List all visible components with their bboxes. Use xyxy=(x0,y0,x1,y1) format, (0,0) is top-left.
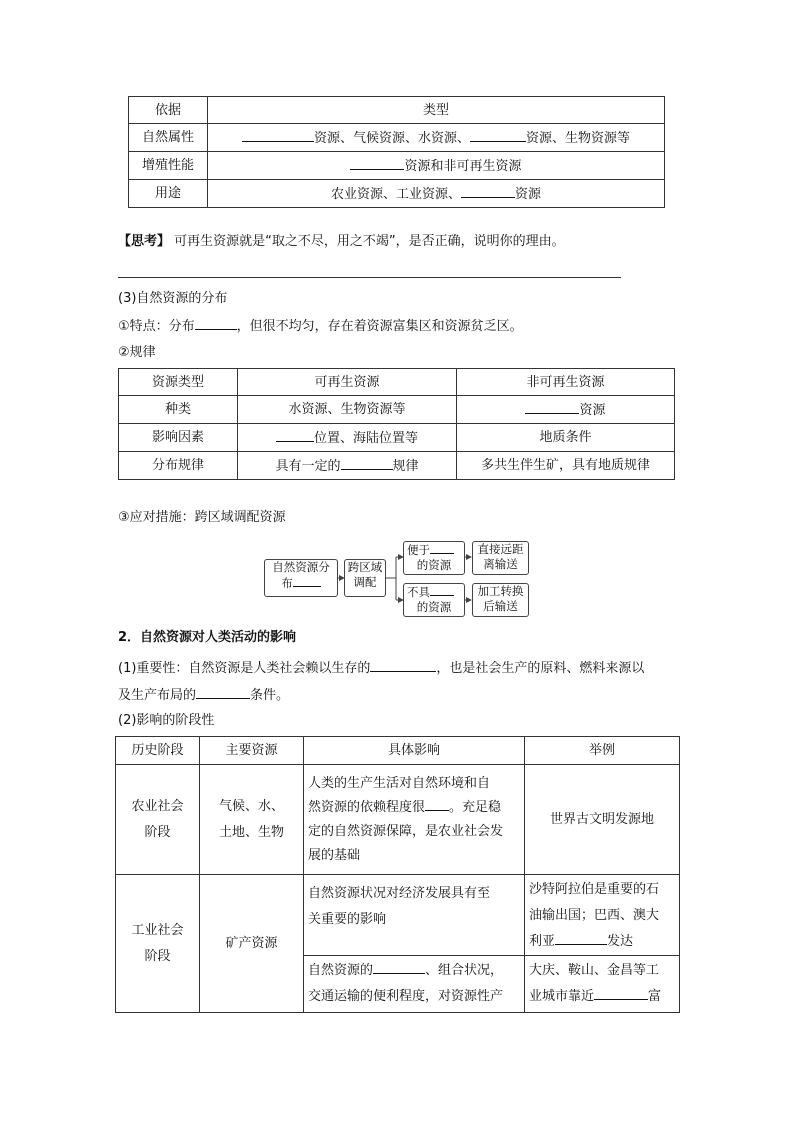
table-header-cell: 非可再生资源 xyxy=(457,369,675,396)
fill-blank[interactable] xyxy=(293,575,321,587)
table-header-cell: 类型 xyxy=(208,97,665,124)
table-cell: 分布规律 xyxy=(119,452,238,480)
table-header-cell: 主要资源 xyxy=(200,737,304,765)
fill-blank[interactable] xyxy=(525,399,579,414)
fill-blank[interactable] xyxy=(461,183,515,198)
table-cell: 种类 xyxy=(119,396,238,424)
feature-text: ①特点：分布 ，但很不均匀，存在着资源富集区和资源贫乏区。 xyxy=(118,315,523,337)
table-cell: 资源 xyxy=(457,396,675,424)
fill-blank[interactable] xyxy=(196,684,250,699)
distribution-rule-table xyxy=(118,368,675,480)
importance-text: (1)重要性：自然资源是人类社会赖以生存的 ，也是社会生产的原料、燃料来源以 xyxy=(118,657,644,679)
rule-title: ②规律 xyxy=(118,345,156,360)
fill-blank[interactable] xyxy=(425,796,449,811)
section-title: 2．自然资源对人类活动的影响 xyxy=(118,630,297,645)
fill-blank[interactable] xyxy=(470,127,526,142)
table-cell: 矿产资源 xyxy=(200,875,304,1013)
table-cell: 水资源、生物资源等 xyxy=(238,396,457,424)
table-cell: 工业社会 阶段 xyxy=(116,875,200,1013)
think-tag: 【思考】 xyxy=(118,234,171,249)
fill-blank[interactable] xyxy=(555,930,607,945)
table-header-cell: 可再生资源 xyxy=(238,369,457,396)
table-header-cell: 依据 xyxy=(129,97,208,124)
table-header-cell: 举例 xyxy=(525,737,680,765)
fill-blank[interactable] xyxy=(594,985,648,1000)
flow-box-distribution: 自然资源分 布 xyxy=(264,559,338,597)
table-cell: 自然资源的 、组合状况， 交通运输的便利程度，对资源性产 xyxy=(304,956,525,1013)
table-header-cell: 资源类型 xyxy=(119,369,238,396)
table-cell: 大庆、鞍山、金昌等工 业城市靠近 富 xyxy=(525,956,680,1013)
measure-text: ③应对措施：跨区域调配资源 xyxy=(118,510,286,525)
table-cell: 资源和非可再生资源 xyxy=(208,152,665,180)
table-cell: 增殖性能 xyxy=(129,152,208,180)
fill-blank[interactable] xyxy=(195,315,237,330)
table-cell: 农业资源、工业资源、 资源 xyxy=(208,180,665,208)
fill-blank[interactable] xyxy=(341,455,393,470)
fill-blank[interactable] xyxy=(373,959,425,974)
fill-blank[interactable] xyxy=(430,584,454,596)
table-header-cell: 历史阶段 xyxy=(116,737,200,765)
importance-text-cont: 及生产布局的 条件。 xyxy=(118,684,289,706)
table-cell: 地质条件 xyxy=(457,424,675,452)
table-cell: 位置、海陆位置等 xyxy=(238,424,457,452)
think-text: 可再生资源就是“取之不尽，用之不竭”，是否正确，说明你的理由。 xyxy=(174,234,565,249)
flow-box-direct: 直接远距 离输送 xyxy=(472,541,529,575)
table-cell: 沙特阿拉伯是重要的石 油输出国；巴西、澳大 利亚 发达 xyxy=(525,875,680,956)
stage-title: (2)影响的阶段性 xyxy=(118,713,215,728)
table-cell: 农业社会 阶段 xyxy=(116,765,200,875)
table-cell: 人类的生产生活对自然环境和自 然资源的依赖程度很 。充足稳 定的自然资源保障，是农业社会发 展的基础 xyxy=(304,765,525,875)
answer-line[interactable] xyxy=(118,277,621,278)
flow-box-easy: 便于 的资源 xyxy=(403,541,465,575)
resource-classification-table xyxy=(128,96,665,208)
flow-box-not-easy: 不具 的资源 xyxy=(403,583,465,617)
table-header-cell: 具体影响 xyxy=(304,737,525,765)
table-cell: 影响因素 xyxy=(119,424,238,452)
think-prompt xyxy=(118,232,565,252)
table-cell: 自然资源状况对经济发展具有至 关重要的影响 xyxy=(304,875,525,956)
fill-blank[interactable] xyxy=(370,657,436,672)
section-title: (3)自然资源的分布 xyxy=(118,291,228,306)
flow-box-process: 加工转换 后输送 xyxy=(472,583,529,617)
fill-blank[interactable] xyxy=(430,542,454,554)
table-cell: 气候、水、 土地、生物 xyxy=(200,765,304,875)
stage-impact-table xyxy=(115,736,680,1013)
flow-box-allocation: 跨区域 调配 xyxy=(344,559,386,597)
table-cell: 用途 xyxy=(129,180,208,208)
table-cell: 多共生伴生矿，具有地质规律 xyxy=(457,452,675,480)
table-cell: 具有一定的 规律 xyxy=(238,452,457,480)
fill-blank[interactable] xyxy=(350,155,404,170)
table-cell: 世界古文明发源地 xyxy=(525,765,680,875)
fill-blank[interactable] xyxy=(276,427,314,442)
table-cell: 自然属性 xyxy=(129,124,208,152)
fill-blank[interactable] xyxy=(242,127,314,142)
table-cell: 资源、气候资源、水资源、 资源、生物资源等 xyxy=(208,124,665,152)
